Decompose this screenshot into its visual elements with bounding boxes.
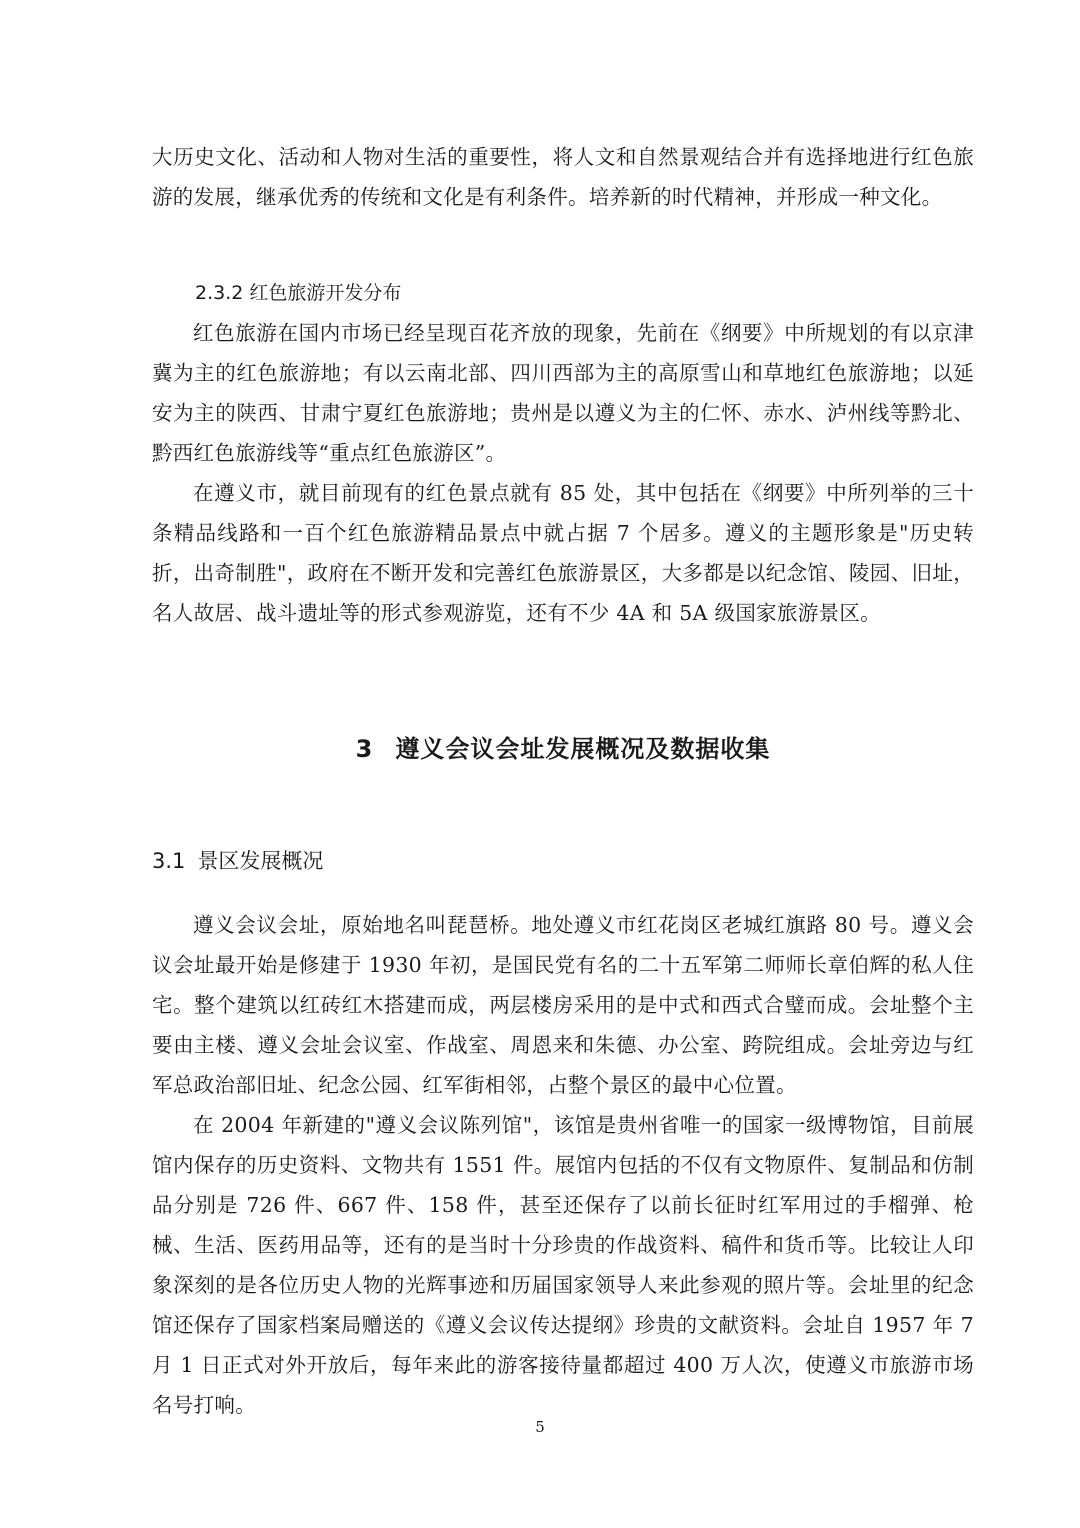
section-heading-3-1: [152, 841, 974, 881]
chapter-title: 遵义会议会址发展概况及数据收集: [395, 735, 771, 763]
paragraph: 在 2004 年新建的"遵义会议陈列馆"，该馆是贵州省唯一的国家一级博物馆，目前展馆内保存的历史资料、文物共有 1551 件。展馆内包括的不仅有文物原件、复制品和仿制品分别是 726 件、667 件、158 件，甚至还保存了以前长征时红军用过的手榴弹、枪械、生活、医药用品等，还有的是当时十分珍贵的作战资料、稿件和货币等。比较让人印象深刻的是各位历史人物的光辉事迹和历届国家领导人来此参观的照片等。会址里的纪念馆还保存了国家档案局赠送的《遵义会议传达提纲》珍贵的文献资料。会址自 1957 年 7 月 1 日正式对外开放后，每年来此的游客接待量都超过 400 万人次，使遵义市旅游市场名号打响。: [152, 1113, 974, 1417]
paragraph: 在遵义市，就目前现有的红色景点就有 85 处，其中包括在《纲要》中所列举的三十条精品线路和一百个红色旅游精品景点中就占据 7 个居多。遵义的主题形象是"历史转折，出奇制胜"，政府在不断开发和完善红色旅游景区，大多都是以纪念馆、陵园、旧址，名人故居、战斗遗址等的形式参观游览，还有不少 4A 和 5A 级国家旅游景区。: [152, 481, 974, 625]
subsection-heading-2-3-2: 2.3.2 红色旅游开发分布: [195, 282, 402, 304]
section-title: 景区发展概况: [197, 849, 324, 873]
page-content: [152, 137, 974, 1425]
page-number: 5: [535, 1418, 545, 1436]
paragraph: 红色旅游在国内市场已经呈现百花齐放的现象，先前在《纲要》中所规划的有以京津冀为主的红色旅游地；有以云南北部、四川西部为主的高原雪山和草地红色旅游地；以延安为主的陕西、甘肃宁夏红色旅游地；贵州是以遵义为主的仁怀、赤水、泸州线等黔北、黔西红色旅游线等“重点红色旅游区”。: [152, 321, 974, 465]
chapter-number: 3: [355, 735, 374, 763]
paragraph: 遵义会议会址，原始地名叫琵琶桥。地处遵义市红花岗区老城红旗路 80 号。遵义会议会址最开始是修建于 1930 年初，是国民党有名的二十五军第二师师长章伯辉的私人住宅。整个建筑以红砖红木搭建而成，两层楼房采用的是中式和西式合璧而成。会址整个主要由主楼、遵义会址会议室、作战室、周恩来和朱德、办公室、跨院组成。会址旁边与红军总政治部旧址、纪念公园、红军街相邻，占整个景区的最中心位置。: [152, 913, 974, 1097]
paragraph-continued: 大历史文化、活动和人物对生活的重要性，将人文和自然景观结合并有选择地进行红色旅游的发展，继承优秀的传统和文化是有利条件。培养新的时代精神，并形成一种文化。: [152, 145, 974, 209]
chapter-heading: [152, 729, 974, 769]
section-number: 3.1: [152, 849, 186, 873]
